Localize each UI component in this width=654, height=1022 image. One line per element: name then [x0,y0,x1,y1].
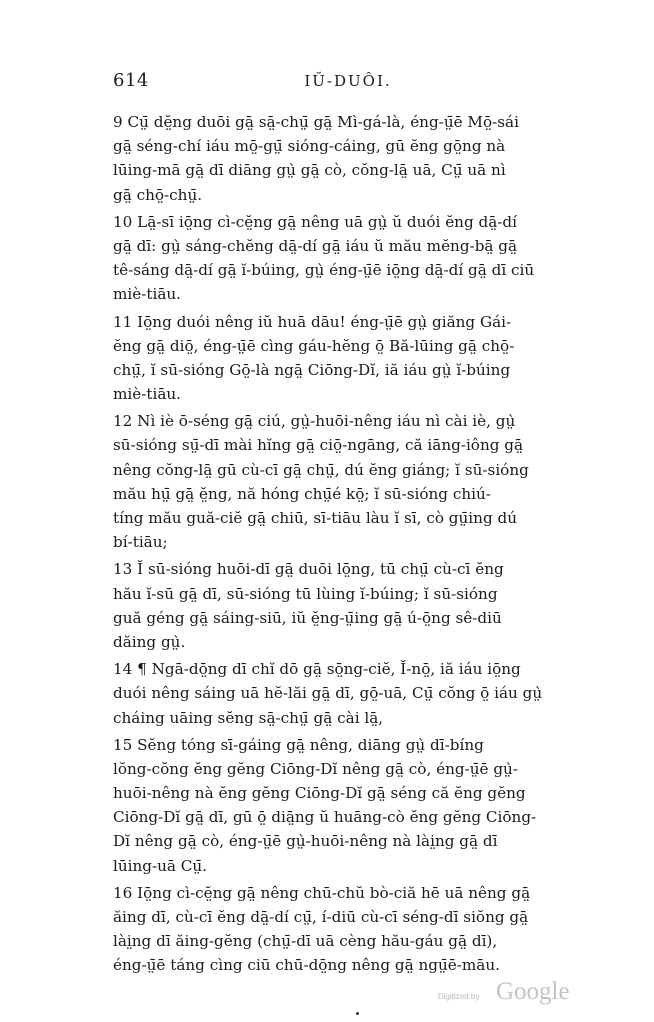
verse-line: guă géng gā̤ sáing-siū, iŭ ĕ̤ng-ṳ̄ing gā̤ ú-ō̤ng sê-diū [113,608,502,627]
verse-line: 10 Lā̤-sī iō̤ng cì-cĕ̤ng gā̤ nêng uā gṳ̀ ŭ duói ĕng dā̤-dí [113,212,518,231]
verse-line: 16 Iō̤ng cì-cĕ̤ng gā̤ nêng chū-chŭ bò-ciă hē uā nêng gā̤ [113,883,531,902]
verse-line: sū-sióng sṳ̄-dī mài hĭng gā̤ ciō̤-ngāng, că iāng-iông gā̤ [113,436,524,455]
verse-line: cháing uāing sĕng sā̤-chṳ̄ gā̤ cài lā̤, [113,708,384,727]
verse-line: 11 Iō̤ng duói nêng iŭ huā dāu! éng-ṳ̄ē gṳ̀ giăng Gái- [113,312,512,331]
verse-line: tíng mău guă-ciĕ gā̤ chiū, sī-tiāu làu ĭ sī, cò gṳ̄ing dú [113,509,518,527]
page-number: 614 [113,70,149,91]
verse-line: mău hṳ̄ gā̤ ĕ̤ng, nă hóng chṳ̄é kō̤; ĭ sū-sióng chiú- [113,484,491,503]
verse-line: miè-tiāu. [113,385,182,404]
verse-line: gā̤ chō̤-chṳ̄. [113,185,203,204]
verse-block [113,210,583,307]
verse-block [113,409,583,554]
running-head: IŬ-DUÔI. [304,72,392,90]
verse-line: dăing gṳ̀. [113,632,186,651]
google-logo: Google [496,978,570,1005]
verse-block [113,733,583,878]
verse-line: lài̤ng dī ăing-gĕng (chṳ̄-dī uā cèng hău-gáu gā̤ dī), [113,932,498,951]
verse-line: lŏng-cŏng ĕng gĕng Ciōng-Dĭ nêng gā̤ cò, éng-ṳ̄ē gṳ̀- [113,759,518,778]
watermark-prefix: Digitized by [438,992,480,1001]
verse-line: ĕng gā̤ diō̤, éng-ṳ̄ē cìng gáu-hĕng ō̤ Bă-lūing gā̤ chō̤- [113,336,515,355]
verse-line: 13 Ĭ sū-sióng huōi-dī gā̤ duōi lō̤ng, tū chṳ̄ cù-cī ĕng [113,560,504,579]
verse-line: Dĭ nêng gā̤ cò, éng-ṳ̄ē gṳ̀-huōi-nêng nà lài̤ng gā̤ dī [113,832,498,851]
verse-line: gā̤ séng-chí iáu mō̤-gṳ̄ sióng-cáing, gū ĕng gō̤ng nà [113,137,506,156]
verse-line: huōi-nêng nà ĕng gĕng Ciōng-Dĭ gā̤ séng că ĕng gĕng [113,784,526,803]
verse-line: chṳ̄, ĭ sū-sióng Gō̤-là ngā̤ Ciōng-Dĭ, iă iáu gṳ̀ ĭ-búing [113,360,511,379]
verse-line: 12 Nì iè ō-séng gā̤ ciú, gṳ̀-huōi-nêng iáu nì cài iè, gṳ̀ [113,412,516,431]
verse-line: duói nêng sáing uā hĕ-lăi gā̤ dī, gō̤-uā, Cṳ̄ cŏng ō̤ iáu gṳ̀ [113,684,543,703]
page-header [113,70,583,92]
verse-line: bí-tiāu; [113,533,168,552]
verse-line: 9 Cṳ̄ dĕ̤ng duōi gā̤ sā̤-chṳ̄ gā̤ Mì-gá-là, éng-ṳ̄ē Mō̤-sái [113,113,519,131]
verse-line: gā̤ dī: gṳ̀ sáng-chĕng dā̤-dí gā̤ iáu ŭ mău mĕng-bā̤ gā̤ [113,236,518,255]
verse-line: 14 ¶ Ngā-dō̤ng dī chĭ dō gā̤ sō̤ng-ciĕ, Ĭ-nō̤, iă iáu iō̤ng [113,660,521,679]
page-mark-dot [356,1012,359,1015]
verse-line: éng-ṳ̄ē táng cìng ciū chū-dō̤ng nêng gā̤ ngṳ̄ē-māu. [113,956,500,975]
verse-line: lūing-uā Cṳ̄. [113,856,208,875]
verse-list [113,110,583,981]
verse-line: lūing-mā gā̤ dī diāng gṳ̀ gā̤ cò, cŏng-lā̤ uā, Cṳ̄ uā nì [113,161,506,180]
verse-line: nêng cŏng-lā̤ gū cù-cī gā̤ chṳ̄, dú ĕng giáng; ĭ sū-sióng [113,460,529,479]
verse-block [113,557,583,654]
verse-line: 15 Sĕng tóng sī-gáing gā̤ nêng, diāng gṳ̀ dī-bíng [113,735,484,754]
verse-line: hău ĭ-sū gā̤ dī, sū-sióng tū lùing ĭ-búing; ĭ sū-sióng [113,584,498,603]
verse-block [113,310,583,407]
verse-line: Ciōng-Dĭ gā̤ dī, gū ō̤ diā̤ng ŭ huāng-cò ĕng gĕng Ciōng- [113,808,537,827]
verse-line: miè-tiāu. [113,285,182,304]
verse-block [113,110,583,207]
verse-block [113,657,583,730]
verse-block [113,881,583,978]
verse-line: ăing dī, cù-cī ĕng dā̤-dí cṳ̄, í-diū cù-cī séng-dī siŏng gā̤ [113,908,529,926]
digitized-watermark [438,978,588,1008]
verse-line: tê-sáng dā̤-dí gā̤ ĭ-búing, gṳ̀ éng-ṳ̄ē iō̤ng dā̤-dí gā̤ dī ciū [113,261,535,280]
